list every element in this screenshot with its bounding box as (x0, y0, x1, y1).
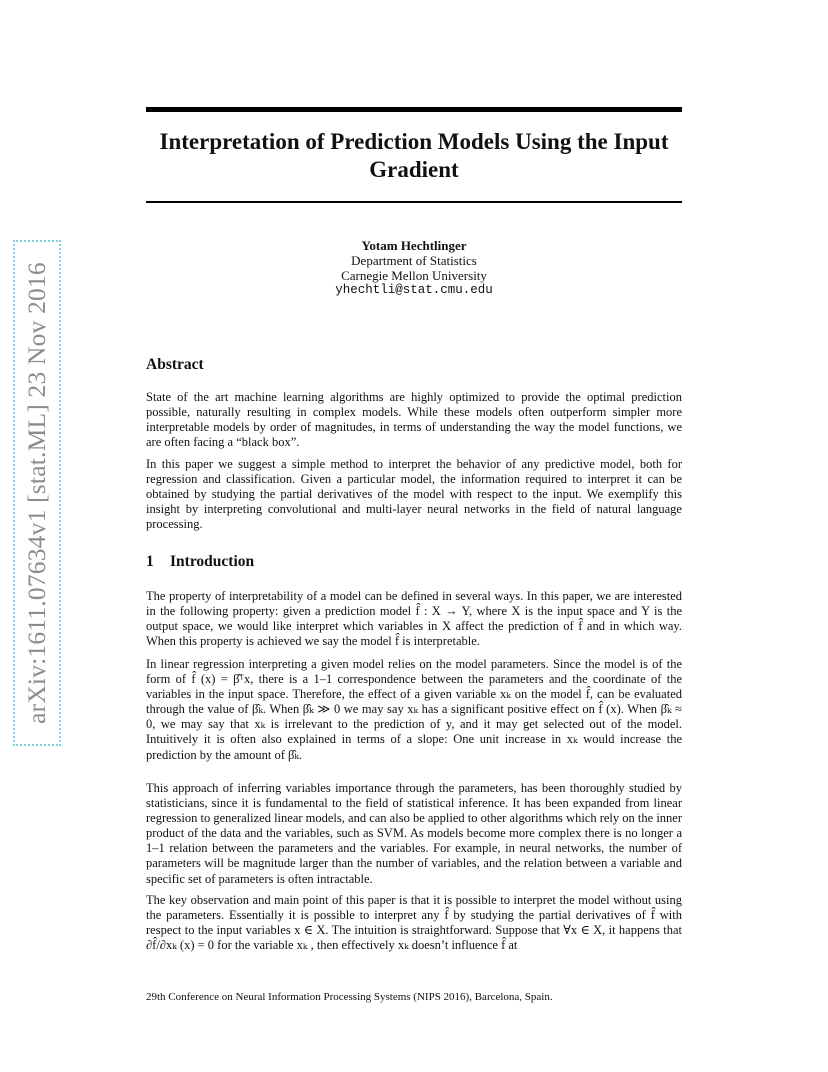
intro-section-number: 1 (146, 553, 154, 570)
abstract-paragraph-2: In this paper we suggest a simple method to interpret the behavior of any predictive model, both for regression and classification. Given a particular model, the information required to interpret it can be obtained by studying the partial derivatives of the model with respect to the input. We exemplify this insight by interpreting convolutional and multi-layer neural networks in the field of natural language processing. (146, 457, 682, 532)
title-rule-top (146, 107, 682, 112)
intro-paragraph-4: The key observation and main point of this paper is that it is possible to interpret the model without using the parameters. Essentially it is possible to interpret any f̂ by studying the partial derivatives of f̂ with respect to the input variables x ∈ X. The intuition is straightforward. Suppose that ∀x ∈ X, it happens that ∂f̂/∂xₖ (x) = 0 for the variable xₖ , then effectively xₖ doesn’t influence f̂ at (146, 893, 682, 953)
title-rule-bottom (146, 201, 682, 203)
abstract-heading: Abstract (146, 356, 204, 373)
intro-section-title: Introduction (170, 553, 255, 570)
abstract-paragraph-1: State of the art machine learning algorithms are highly optimized to provide the optimal prediction possible, naturally resulting in complex models. While these models often outperform simpler more interpretable models by order of magnitudes, in terms of understanding the way the model functions, we are often facing a “black box”. (146, 390, 682, 450)
author-university: Carnegie Mellon University (341, 268, 487, 283)
intro-heading (146, 553, 254, 571)
author-block (146, 238, 682, 298)
author-name: Yotam Hechtlinger (361, 238, 467, 253)
author-email: yhechtli@stat.cmu.edu (335, 283, 493, 297)
footer-note: 29th Conference on Neural Information Processing Systems (NIPS 2016), Barcelona, Spain. (146, 991, 553, 1003)
paper-title: Interpretation of Prediction Models Using the Input Gradient (159, 129, 669, 182)
intro-paragraph-2: In linear regression interpreting a given model relies on the model parameters. Since the model is of the form of f̂ (x) = β̂ᵀx, there is a 1–1 correspondence between the parameters and the coordinate of the variables in the input space. Therefore, the effect of a given variable xₖ on the model f̂, can be evaluated through the value of β̂ₖ. When β̂ₖ ≫ 0 we may say xₖ has a significant positive effect on f̂ (x). When β̂ₖ ≈ 0, we may say that xₖ is irrelevant to the prediction of y, and it may get selected out of the model. Intuitively it is often also explained in terms of a slope: One unit increase in xₖ would increase the prediction by the amount of β̂ₖ. (146, 657, 682, 762)
author-department: Department of Statistics (351, 253, 477, 268)
intro-paragraph-3: This approach of inferring variables importance through the parameters, has been thoroughly studied by statisticians, since it is fundamental to the field of statistical inference. It has been expanded from linear regression to generalized linear models, and can also be applied to other algorithms which rely on the inner product of the data and the variables, such as SVM. As models become more complex there is no longer a 1–1 relation between the parameters and the variables. For example, in neural networks, the number of parameters will be magnitude larger than the number of variables, and the relation between a variable and specific set of parameters is often intractable. (146, 781, 682, 886)
intro-paragraph-1: The property of interpretability of a model can be defined in several ways. In this paper, we are interested in the following property: given a prediction model f̂ : X → Y, where X is the input space and Y is the output space, we would like interpret which variables in X affect the prediction of f̂ and in which way. When this property is achieved we say the model f̂ is interpretable. (146, 589, 682, 649)
arxiv-identifier: arXiv:1611.07634v1 [stat.ML] 23 Nov 2016 (22, 262, 51, 724)
